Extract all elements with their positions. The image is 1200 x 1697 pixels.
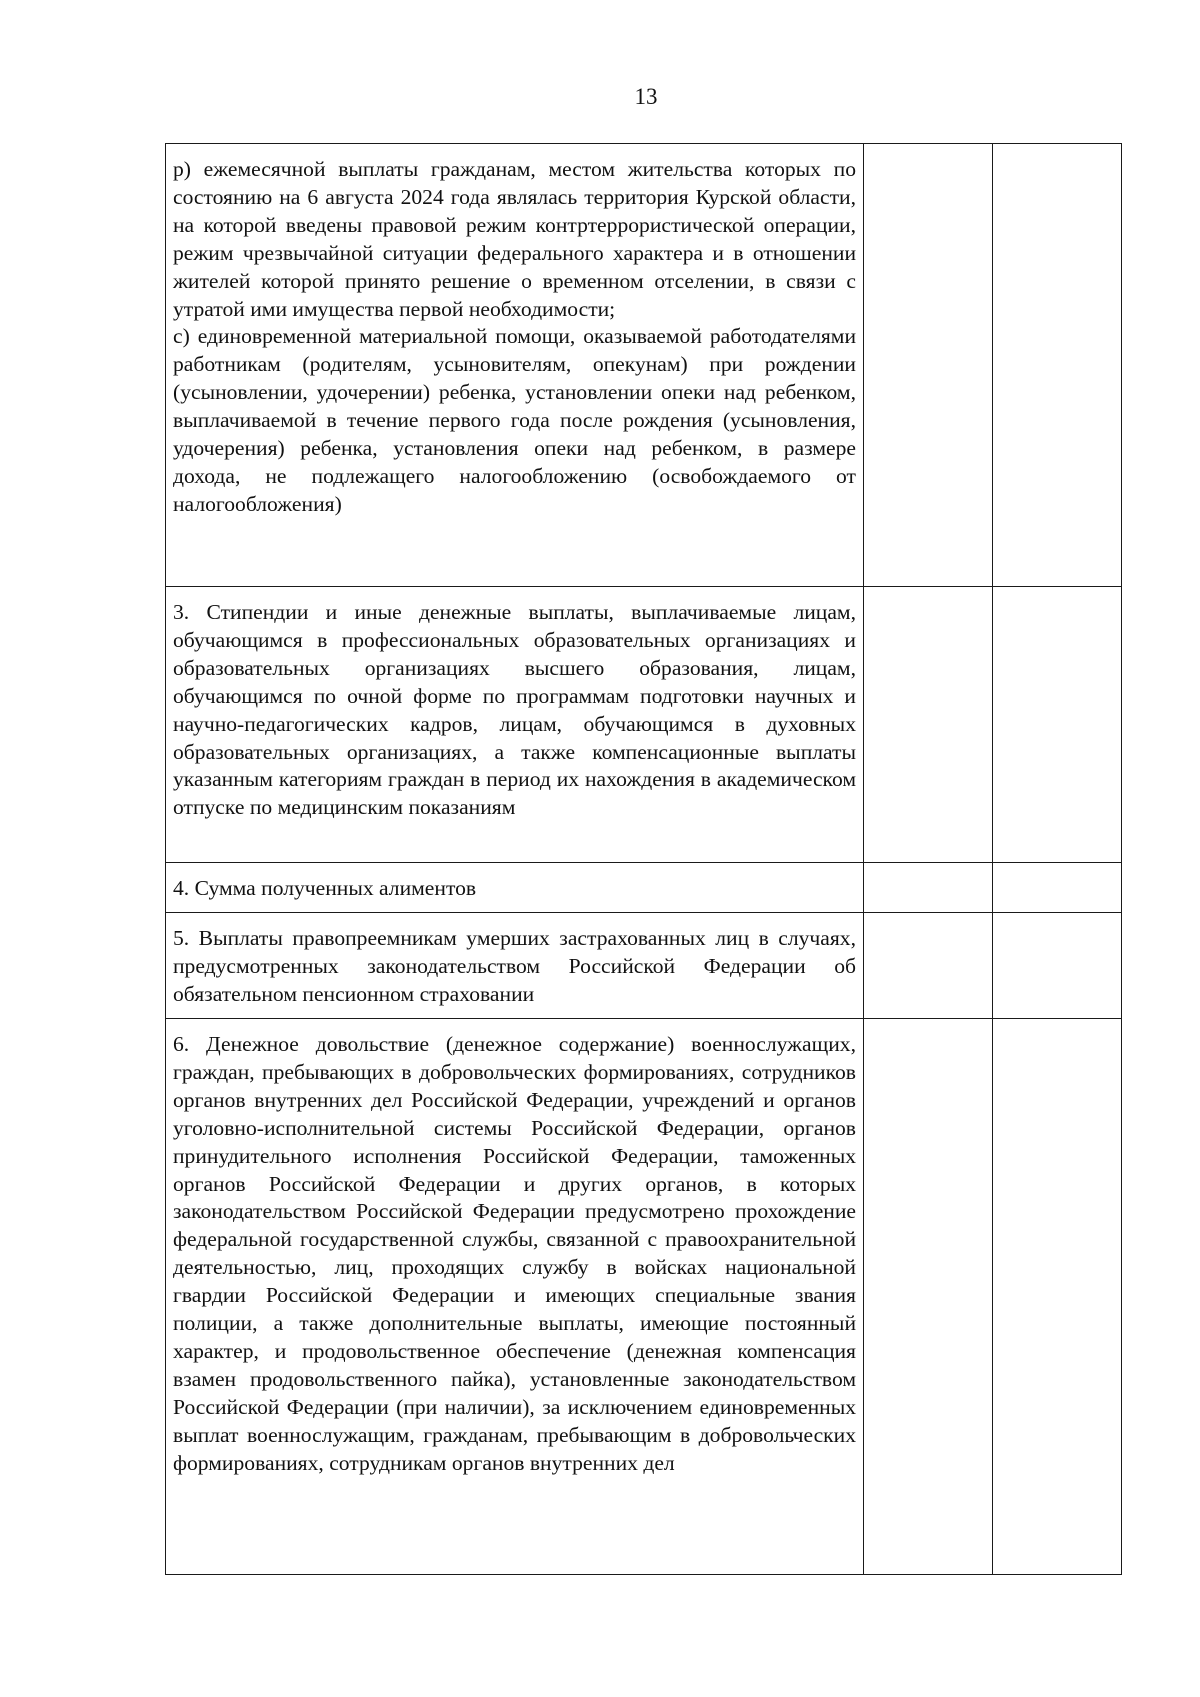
paragraph-item-6: 6. Денежное довольствие (денежное содержание) военнослужащих, граждан, пребывающих в добровольческих формированиях, сотрудников органов внутренних дел Российской Федерации, учреждений и органов уголовно-исполнительной системы Российской Федерации, органов принудительного исполнения Российской Федерации, таможенных органов Российской Федерации и других органов, в которых законодательством Российской Федерации предусмотрено прохождение федеральной государственной службы, связанной с правоохранительной деятельностью, лиц, проходящих службу в войсках национальной гвардии Российской Федерации и имеющих специальные звания полиции, а также дополнительные выплаты, имеющие постоянный характер, и продовольственное обеспечение (денежная компенсация взамен продовольственного пайка), установленные законодательством Российской Федерации (при наличии), за исключением единовременных выплат военнослужащим, гражданам, пребывающим в добровольческих формированиях, сотрудникам органов внутренних дел <box>173 1032 856 1475</box>
row-description-cell <box>166 863 864 913</box>
paragraph-item-4: 4. Сумма полученных алиментов <box>173 876 477 900</box>
table-row <box>166 144 1122 587</box>
table-row <box>166 1019 1122 1575</box>
row-value-cell <box>993 863 1122 913</box>
paragraph-item-5: 5. Выплаты правопреемникам умерших застрахованных лиц в случаях, предусмотренных законодательством Российской Федерации об обязательном пенсионном страховании <box>173 926 856 1006</box>
table-row <box>166 913 1122 1019</box>
income-table <box>165 143 1122 1575</box>
row-value-cell <box>993 587 1122 863</box>
paragraph-item-r: р) ежемесячной выплаты гражданам, местом жительства которых по состоянию на 6 августа 2024 года являлась территория Курской области, на которой введены правовой режим контртеррористической операции, режим чрезвычайной ситуации федерального характера и в отношении жителей которой принято решение о временном отселении, в связи с утратой ими имущества первой необходимости; <box>173 157 856 321</box>
table-row <box>166 587 1122 863</box>
row-value-cell <box>993 144 1122 587</box>
row-value-cell <box>864 1019 993 1575</box>
row-description-cell <box>166 587 864 863</box>
row-value-cell <box>993 1019 1122 1575</box>
row-value-cell <box>864 587 993 863</box>
row-value-cell <box>864 863 993 913</box>
row-value-cell <box>864 144 993 587</box>
row-description-cell <box>166 913 864 1019</box>
row-value-cell <box>993 913 1122 1019</box>
page-number: 13 <box>634 84 658 109</box>
paragraph-item-3: 3. Стипендии и иные денежные выплаты, выплачиваемые лицам, обучающимся в профессиональных образовательных организациях и образовательных организациях высшего образования, лицам, обучающимся по очной форме по программам подготовки научных и научно-педагогических кадров, лицам, обучающимся в духовных образовательных организациях, а также компенсационные выплаты указанным категориям граждан в период их нахождения в академическом отпуске по медицинским показаниям <box>173 600 856 820</box>
row-value-cell <box>864 913 993 1019</box>
table-row <box>166 863 1122 913</box>
row-description-cell <box>166 144 864 587</box>
paragraph-item-s: с) единовременной материальной помощи, оказываемой работодателями работникам (родителям, усыновителям, опекунам) при рождении (усыновлении, удочерении) ребенка, установлении опеки над ребенком, выплачиваемой в течение первого года после рождения (усыновления, удочерения) ребенка, установления опеки над ребенком, в размере дохода, не подлежащего налогообложению (освобождаемого от налогообложения) <box>173 324 856 516</box>
row-description-cell <box>166 1019 864 1575</box>
